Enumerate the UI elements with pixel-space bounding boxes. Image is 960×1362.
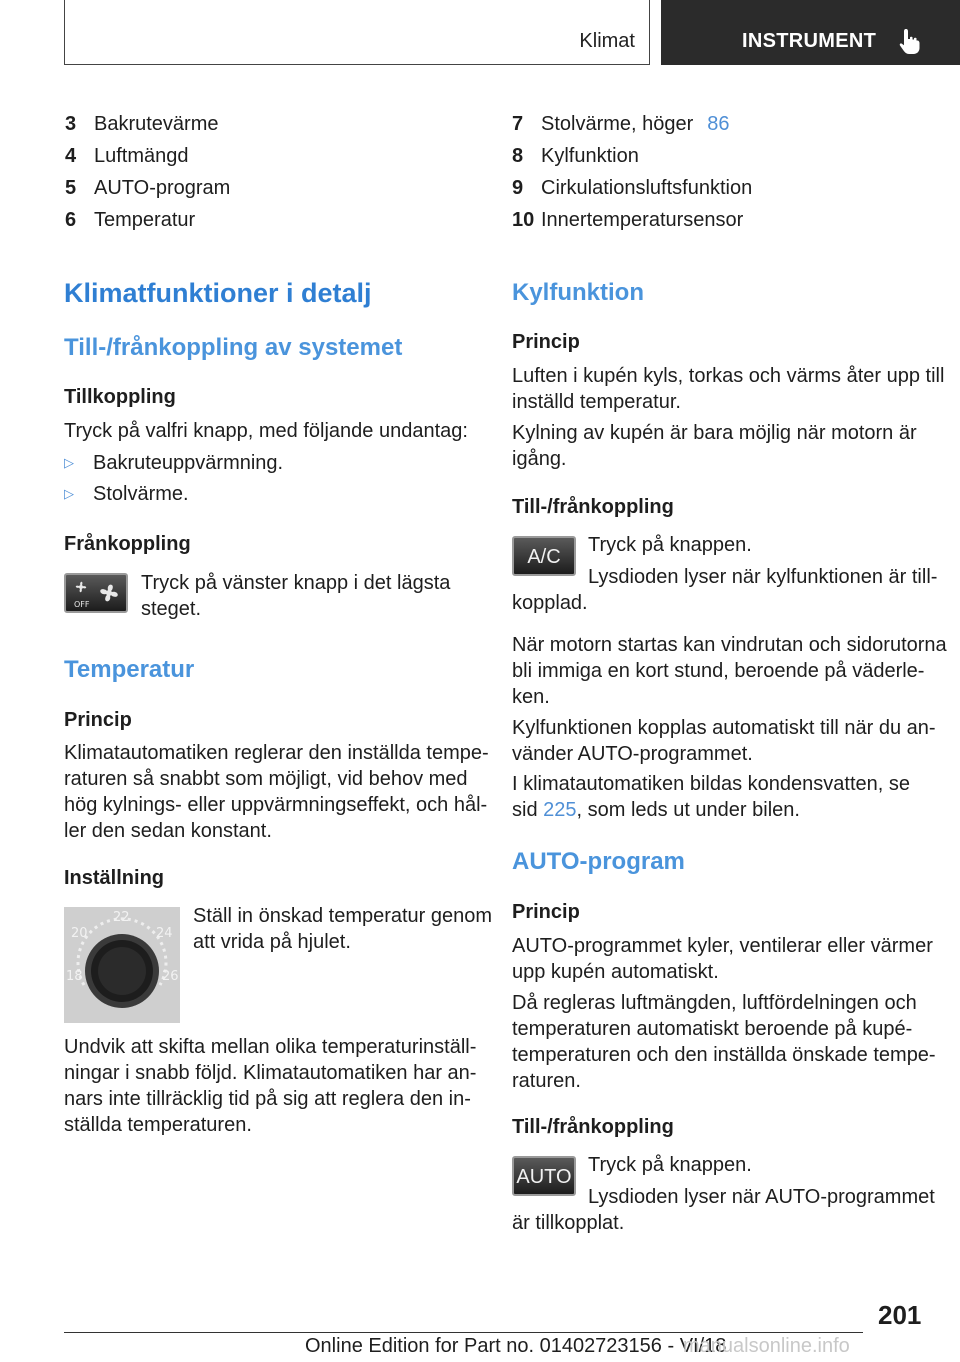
legend-item: 3 Bakrutevärme — [65, 113, 219, 135]
legend-item: 10 Innertemperatursensor — [512, 209, 744, 231]
svg-text:20: 20 — [71, 926, 88, 941]
subheading-temperature: Temperatur — [64, 656, 195, 683]
page-reference-link[interactable]: 86 — [707, 113, 730, 135]
legend-item: 7 Stolvärme, höger 86 — [512, 113, 730, 135]
legend-item: 9 Cirkulationsluftsfunktion — [512, 177, 753, 199]
heading-princip: Princip — [512, 901, 580, 923]
auto-button-image: AUTO — [512, 1156, 576, 1196]
paragraph-auto-led-cont: är tillkopplat. — [512, 1212, 625, 1234]
heading-installning: Inställning — [64, 867, 164, 889]
footer-divider — [64, 1332, 863, 1333]
paragraph-auto-principle-2: Då regleras luftmängden, luftfördelningen och temperaturen automatiskt beroende på kupé- temperaturen och den inställda önskade tempe- raturen. — [512, 992, 936, 1092]
paragraph-auto-press: Tryck på knappen. — [588, 1154, 752, 1176]
heading-princip: Princip — [64, 709, 132, 731]
header-chapter-title: INSTRUMENT — [742, 30, 877, 52]
svg-text:26: 26 — [162, 969, 179, 984]
subheading-auto-program: AUTO-program — [512, 848, 685, 875]
svg-text:24: 24 — [156, 926, 173, 941]
pointing-hand-icon — [897, 27, 923, 55]
paragraph-cooling-led: Lysdioden lyser när kylfunktionen är till- — [588, 566, 938, 588]
heading-cooling-switch: Till-/frånkoppling — [512, 496, 674, 518]
legend-list-right — [512, 108, 932, 236]
heading-princip: Princip — [512, 331, 580, 353]
subheading-system-switch: Till-/frånkoppling av systemet — [64, 334, 403, 361]
triangle-bullet-icon: ▷ — [64, 455, 74, 470]
paragraph-cooling-note-3: I klimatautomatiken bildas kondensvatten, se sid 225, som leds ut under bilen. — [512, 773, 910, 821]
paragraph-installning: Ställ in önskad temperatur genom att vrida på hjulet. — [193, 905, 493, 953]
legend-item: 5 AUTO-program — [65, 177, 231, 199]
svg-text:18: 18 — [66, 969, 83, 984]
watermark: manualsonline.info — [683, 1335, 850, 1357]
temperature-dial-icon — [64, 907, 180, 1023]
legend-item: 8 Kylfunktion — [512, 145, 639, 167]
legend-item: 4 Luftmängd — [65, 145, 189, 167]
paragraph-cooling-note-2: Kylfunktionen kopplas automatiskt till när du an- vänder AUTO-programmet. — [512, 717, 936, 765]
svg-text:OFF: OFF — [74, 600, 90, 609]
paragraph-cooling-principle-1: Luften i kupén kyls, torkas och värms åter upp till inställd temperatur. — [512, 365, 945, 413]
heading-tillkoppling: Tillkoppling — [64, 386, 176, 408]
paragraph-cooling-note-1: När motorn startas kan vindrutan och sidorutorna bli immiga en kort stund, beroende på väderle- ken. — [512, 634, 947, 708]
page-reference-link[interactable]: 225 — [543, 799, 577, 821]
section-heading-climate-functions: Klimatfunktioner i detalj — [64, 278, 372, 308]
paragraph-auto-principle-1: AUTO-programmet kyler, ventilerar eller värmer upp kupén automatiskt. — [512, 935, 933, 983]
paragraph-auto-led: Lysdioden lyser när AUTO-programmet — [588, 1186, 935, 1208]
legend-item: 6 Temperatur — [65, 209, 196, 231]
heading-frankoppling: Frånkoppling — [64, 533, 191, 555]
temperature-dial-image — [64, 907, 180, 1023]
fan-off-icon — [66, 575, 126, 611]
edition-note: Online Edition for Part no. 01402723156 - VI/18 — [305, 1335, 727, 1357]
header-chapter-box[interactable] — [661, 0, 960, 65]
paragraph-frankoppling: Tryck på vänster knapp i det lägsta steget. — [141, 572, 451, 620]
paragraph-cooling-principle-2: Kylning av kupén är bara möjlig när motorn är igång. — [512, 422, 917, 470]
paragraph-cooling-led-cont: kopplad. — [512, 592, 588, 614]
header-section-box — [64, 0, 650, 65]
svg-text:22: 22 — [113, 910, 130, 925]
paragraph-temperature-principle: Klimatautomatiken reglerar den inställda tempe- raturen så snabbt som möjligt, vid behov med hög kylnings- eller uppvärmningseffekt, och hål- ler den sedan konstant. — [64, 742, 489, 842]
paragraph-cooling-press: Tryck på knappen. — [588, 534, 752, 556]
header-section-title: Klimat — [579, 30, 635, 52]
subheading-cooling: Kylfunktion — [512, 279, 644, 306]
paragraph-tillkoppling: Tryck på valfri knapp, med följande undantag: — [64, 420, 468, 442]
triangle-bullet-icon: ▷ — [64, 486, 74, 501]
ac-button-image: A/C — [512, 536, 576, 576]
heading-auto-switch: Till-/frånkoppling — [512, 1116, 674, 1138]
off-fan-button-image — [64, 573, 128, 613]
legend-list-left — [65, 108, 465, 236]
page-number: 201 — [878, 1300, 922, 1330]
paragraph-warning: Undvik att skifta mellan olika temperaturinställ- ningar i snabb följd. Klimatautomatiken har an- nars inte tillräcklig tid på sig att reglera den in- ställda temperaturen. — [64, 1036, 477, 1136]
